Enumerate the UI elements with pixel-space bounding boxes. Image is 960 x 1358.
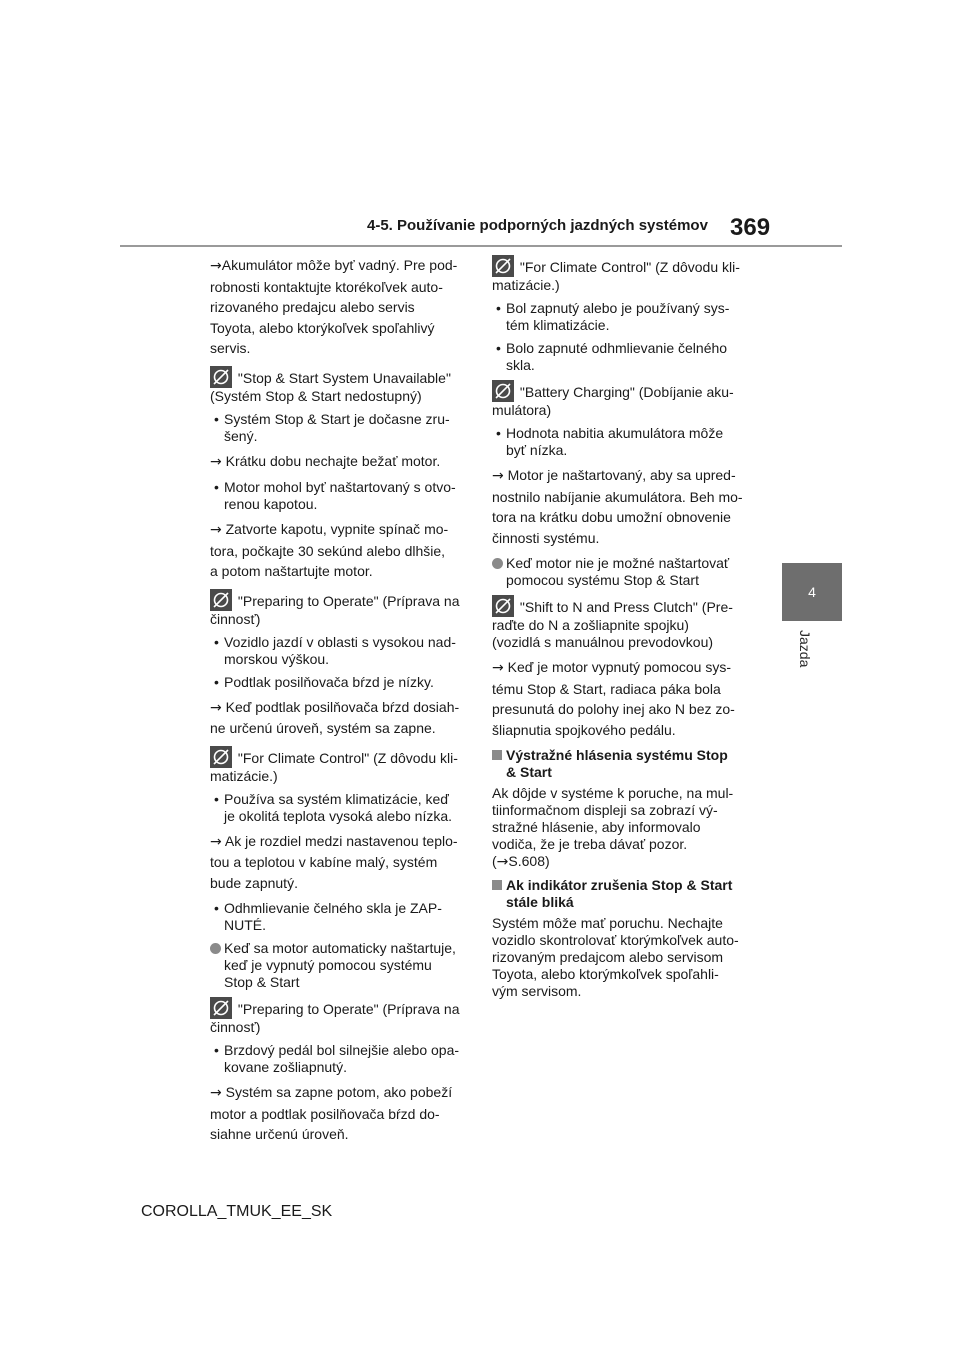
list-item: • Brzdový pedál bol silnejšie alebo opa- kovane zošliapnutý.: [210, 1042, 468, 1076]
list-item: • Používa sa systém klimatizácie, keď je okolitá teplota vysoká alebo nízka.: [210, 791, 468, 825]
stop-start-warning-icon: [210, 997, 232, 1019]
circle-bullet-icon: [492, 558, 503, 569]
text-line: Akumulátor môže byť vadný. Pre pod-: [221, 257, 458, 273]
message-battery-charging: [492, 380, 752, 419]
right-column: [492, 255, 752, 1006]
left-column: [210, 255, 468, 1152]
text-line: robnosti kontaktujte ktorékoľvek auto-: [210, 278, 443, 295]
message-title-translation: činnosť): [210, 610, 261, 627]
message-title: "Shift to N and Press Clutch" (Pre-: [516, 599, 733, 615]
list-item: • Systém Stop & Start je dočasne zru- šený.: [210, 411, 468, 445]
action-text: → Keď je motor vypnutý pomocou sys- tému Stop & Start, radiaca páka bola presunutá do polohy inej ako N bez zo- šliapnutia spojkového pedálu.: [492, 659, 735, 738]
page-reference-link[interactable]: S.608): [508, 853, 550, 869]
message-title-translation: mulátora): [492, 402, 552, 418]
document-code: COROLLA_TMUK_EE_SK: [141, 1203, 333, 1220]
intro-paragraph: [210, 255, 468, 359]
list-item: • Odhmlievanie čelného skla je ZAP- NUTÉ.: [210, 900, 468, 934]
message-preparing-to-operate: [210, 589, 468, 628]
circle-bullet-icon: [210, 943, 221, 954]
message-title-translation: (Systém Stop & Start nedostupný): [210, 387, 422, 404]
message-shift-to-n: [492, 595, 752, 651]
section-body: Systém môže mať poruchu. Nechajte vozidlo skontrolovať ktorýmkoľvek auto- rizovaným predajcom alebo servisom Toyota, alebo ktorýmkoľvek spoľahli- vým servisom.: [492, 915, 739, 999]
action-text: → Ak je rozdiel medzi nastavenou teplo- tou a teplotou v kabíne malý, systém bude zapnutý.: [210, 832, 458, 891]
text-line: rizovaného predajcu alebo servis: [210, 299, 415, 315]
message-stop-start-unavailable: [210, 366, 468, 405]
condition-heading: Keď motor nie je možné naštartovať pomocou systému Stop & Start: [492, 555, 752, 589]
list-item: • Hodnota nabitia akumulátora môže byť nízka.: [492, 425, 752, 459]
chapter-tab[interactable]: [782, 563, 842, 621]
list-item: • Bol zapnutý alebo je používaný sys- tém klimatizácie.: [492, 300, 752, 334]
page-number: 369: [730, 214, 771, 241]
header-divider: [120, 245, 842, 247]
stop-start-warning-icon: [492, 595, 514, 617]
message-title-translation: matizácie.): [210, 767, 278, 784]
action-text: → Keď podtlak posilňovača bŕzd dosiah- ne určenú úroveň, systém sa zapne.: [210, 698, 460, 736]
section-title: 4-5. Používanie podporných jazdných systémov: [367, 217, 708, 234]
list-item: • Motor mohol byť naštartovaný s otvo- renou kapotou.: [210, 479, 468, 513]
arrow-icon: →: [210, 833, 222, 850]
stop-start-warning-icon: [210, 366, 232, 388]
message-title: "Preparing to Operate" (Príprava na: [234, 592, 460, 609]
arrow-icon: →: [210, 453, 222, 470]
text-line: servis.: [210, 340, 251, 356]
message-title: "Preparing to Operate" (Príprava na: [234, 1001, 460, 1017]
condition-heading: Keď sa motor automaticky naštartuje, keď je vypnutý pomocou systému Stop & Start: [210, 940, 468, 991]
text-line: Toyota, alebo ktorýkoľvek spoľahlivý: [210, 319, 435, 336]
arrow-icon: →: [210, 699, 222, 716]
list-item: • Bolo zapnuté odhmlievanie čelného skla.: [492, 340, 752, 374]
message-for-climate-control: [492, 255, 752, 294]
arrow-icon: →: [492, 660, 504, 676]
stop-start-warning-icon: [210, 746, 232, 768]
stop-start-warning-icon: [210, 589, 232, 611]
stop-start-warning-icon: [492, 255, 514, 277]
action-text: → Motor je naštartovaný, aby sa upred- nostnilo nabíjanie akumulátora. Beh mo- tora na krátku dobu umožní obnovenie činnosti systému.: [492, 467, 743, 546]
stop-start-warning-icon: [492, 380, 514, 402]
section-heading: Výstražné hlásenia systému Stop & Start: [492, 747, 752, 781]
message-title: "For Climate Control" (Z dôvodu kli-: [234, 749, 458, 766]
action-text: → Zatvorte kapotu, vypnite spínač mo- tora, počkajte 30 sekúnd alebo dlhšie, a potom naštartujte motor.: [210, 521, 449, 579]
list-item: • Podtlak posilňovača bŕzd je nízky.: [210, 674, 468, 691]
action-text: → Krátku dobu nechajte bežať motor.: [210, 452, 441, 470]
arrow-icon: →: [492, 468, 504, 484]
message-title: "Battery Charging" (Dobíjanie aku-: [516, 384, 734, 400]
chapter-number: 4: [808, 584, 816, 600]
arrow-icon: →: [496, 854, 509, 870]
arrow-icon: →: [210, 1085, 222, 1101]
square-bullet-icon: [492, 750, 502, 760]
chapter-label: Jazda: [797, 630, 813, 668]
arrow-icon: →: [210, 522, 222, 538]
message-title: "Stop & Start System Unavailable": [234, 369, 451, 386]
message-preparing-to-operate: [210, 997, 468, 1036]
message-applicability: (vozidlá s manuálnou prevodovkou): [492, 634, 714, 650]
message-for-climate-control: [210, 746, 468, 785]
message-title: "For Climate Control" (Z dôvodu kli-: [516, 259, 740, 275]
list-item: • Vozidlo jazdí v oblasti s vysokou nad- morskou výškou.: [210, 634, 468, 668]
message-title-translation: raďte do N a zošliapnite spojku): [492, 617, 689, 633]
section-heading: Ak indikátor zrušenia Stop & Start stále bliká: [492, 877, 752, 911]
arrow-icon: →: [210, 258, 222, 274]
message-title-translation: činnosť): [210, 1019, 261, 1035]
message-title-translation: matizácie.): [492, 277, 560, 293]
section-body: Ak dôjde v systéme k poruche, na mul- tiinformačnom displeji sa zobrazí vý- stražné hlásenie, aby informovalo vodiča, že je treba dávať pozor. (→S.608): [492, 785, 734, 870]
square-bullet-icon: [492, 880, 502, 890]
action-text: → Systém sa zapne potom, ako pobeží motor a podtlak posilňovača bŕzd do- siahne určenú úroveň.: [210, 1084, 453, 1142]
